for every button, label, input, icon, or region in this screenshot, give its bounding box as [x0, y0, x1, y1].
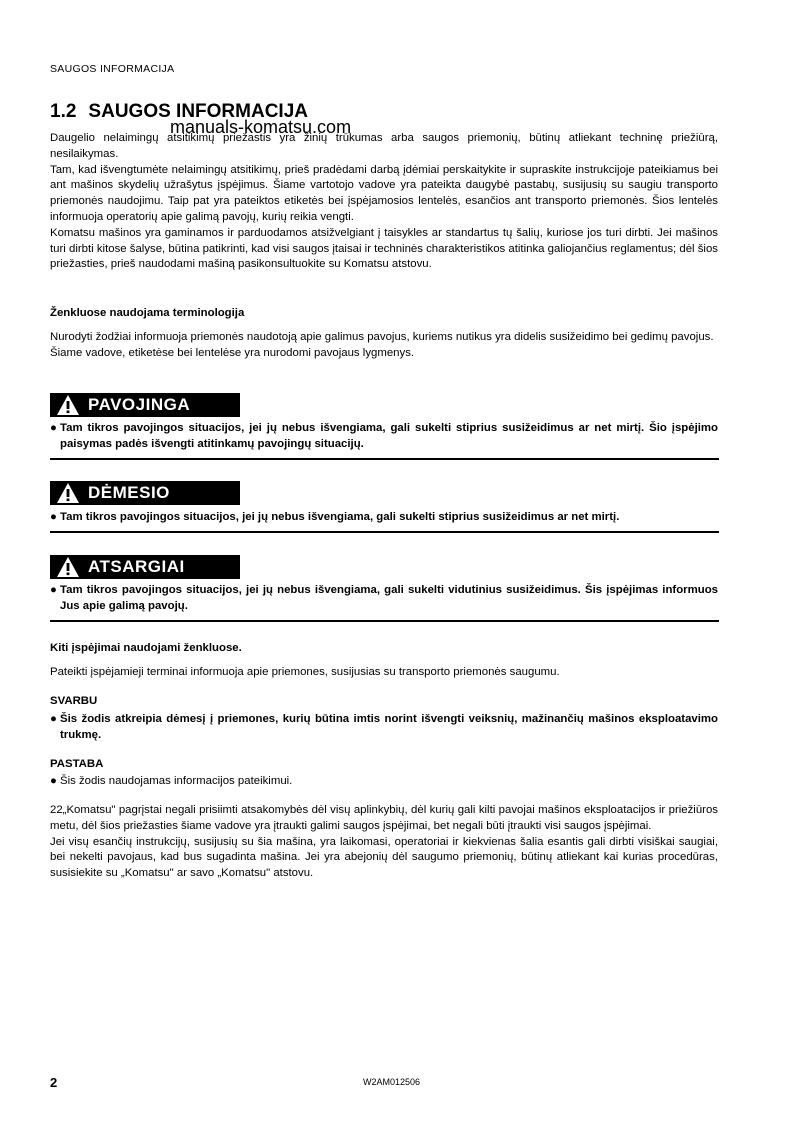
divider	[50, 531, 719, 533]
pastaba-text	[50, 773, 718, 789]
page-number: 2	[50, 1075, 58, 1090]
intro-paragraph-3: Komatsu mašinos yra gaminamos ir parduodamos atsižvelgiant į taisykles ar standartus tų šalių, kuriose jos turi dirbti. Jei mašinos turi dirbti kitose šalyse, būtina patikrinti, kad visi saugos įtaisai ir techninės charakteristikos atitinka galiojančius reglamentus; dėl šios priežasties, prieš naudodami mašiną pasikonsultuokite su Komatsu atstovu.	[50, 226, 718, 271]
signal-word: PAVOJINGA	[88, 395, 191, 414]
signal-box-atsargiai	[50, 555, 240, 579]
signal-text-atsargiai	[50, 582, 718, 614]
intro-paragraphs	[50, 131, 718, 273]
pastaba-description: Šis žodis naudojamas informacijos pateikimui.	[60, 775, 293, 787]
signal-text-demesio	[50, 509, 718, 525]
intro-paragraph-1: Daugelio nelaimingų atsitikimų priežastis yra žinių trūkumas arba saugos priemonių, būtinų atliekant techninę priežiūrą, nesilaikymas.	[50, 132, 718, 160]
warning-triangle-icon	[56, 394, 80, 416]
pastaba-label: PASTABA	[50, 758, 104, 770]
bullet-icon: ●	[50, 511, 57, 523]
svarbu-description: Šis žodis atkreipia dėmesį į priemones, kurių būtina imtis norint išvengti veiksnių, mažinančių mašinos eksploatavimo trukmę.	[60, 713, 718, 741]
divider	[50, 620, 719, 622]
bullet-icon: ●	[50, 584, 57, 596]
signal-description: Tam tikros pavojingos situacijos, jei jų nebus išvengiama, gali sukelti stiprius susižeidimus ar net mirtį. Šio įspėjimo paisymas padės išvengti atitinkamų pavojingų situacijų.	[60, 422, 718, 450]
terminology-paragraph-2: Šiame vadove, etiketėse bei lentelėse yra nurodomi pavojaus lygmenys.	[50, 346, 415, 359]
bullet-icon: ●	[50, 422, 57, 434]
signal-word: DĖMESIO	[88, 483, 170, 502]
bullet-icon: ●	[50, 713, 57, 725]
document-code: W2AM012506	[363, 1077, 421, 1087]
svarbu-label: SVARBU	[50, 695, 98, 707]
signal-box-pavojinga	[50, 393, 240, 417]
signal-description: Tam tikros pavojingos situacijos, jei jų nebus išvengiama, gali sukelti vidutinius susižeidimus. Šis įspėjimas informuos Jus apie galimą pavojų.	[60, 584, 718, 612]
section-title-text: SAUGOS INFORMACIJA	[88, 101, 308, 122]
other-warnings-heading: Kiti įspėjimai naudojami ženkluose.	[50, 642, 242, 654]
divider	[50, 458, 719, 460]
terminology-paragraph-1: Nurodyti žodžiai informuoja priemonės naudotoją apie galimus pavojus, kuriems nutikus yra didelis susižeidimo bei gedimų pavojus.	[50, 331, 714, 343]
section-number: 1.2	[50, 101, 77, 122]
watermark-text: manuals-komatsu.com	[170, 117, 352, 137]
signal-description: Tam tikros pavojingos situacijos, jei jų nebus išvengiama, gali sukelti stiprius susižeidimus ar net mirtį.	[60, 511, 620, 523]
closing-paragraph-1: 22„Komatsu" pagrįstai negali prisiimti atsakomybės dėl visų aplinkybių, dėl kurių gali kilti pavojai mašinos eksploatacijos ir priežiūros metu, dėl šios priežasties šiame vadove yra įtraukti galimi saugos įspėjimai, bet negali būti įtraukti visi saugos įspėjimai.	[50, 804, 718, 832]
intro-paragraph-2: Tam, kad išvengtumėte nelaimingų atsitikimų, prieš pradėdami darbą įdėmiai perskaitykite ir supraskite instrukcijoje pateikiamus bei ant mašinos skydelių užrašytus įspėjimus. Šiame vartotojo vadove yra pateikta daugybė pastabų, susijusių su saugiu transporto priemonės naudojimu. Taip pat yra pateiktos etiketės bei įspėjamosios lentelės, esančios ant transporto priemonės. Šios lentelės informuoja operatorių apie galimą pavojų, kurių reikia vengti.	[50, 163, 718, 223]
signal-text-pavojinga	[50, 420, 718, 452]
signal-word: ATSARGIAI	[88, 557, 185, 576]
running-head: SAUGOS INFORMACIJA	[50, 63, 175, 75]
warning-triangle-icon	[56, 556, 80, 578]
closing-paragraphs	[50, 803, 718, 882]
terminology-heading: Ženkluose naudojama terminologija	[50, 307, 245, 319]
closing-paragraph-2: Jei visų esančių instrukcijų, susijusių su šia mašina, yra laikomasi, operatoriai ir kiekvienas šalia esantis gali dirbti visiškai saugiai, bei nekelti pavojaus, kad bus sugadinta mašina. Jei yra abejonių dėl saugumo priemonių, būtinų atliekant kai kurias procedūras, susisiekite su „Komatsu" ar savo „Komatsu" atstovu.	[50, 835, 718, 880]
terminology-text	[50, 330, 718, 362]
other-warnings-text: Pateikti įspėjamieji terminai informuoja apie priemones, susijusias su transporto priemonės saugumu.	[50, 666, 560, 678]
signal-box-demesio	[50, 481, 240, 505]
warning-triangle-icon	[56, 482, 80, 504]
bullet-icon: ●	[50, 775, 57, 787]
svarbu-text	[50, 711, 718, 743]
